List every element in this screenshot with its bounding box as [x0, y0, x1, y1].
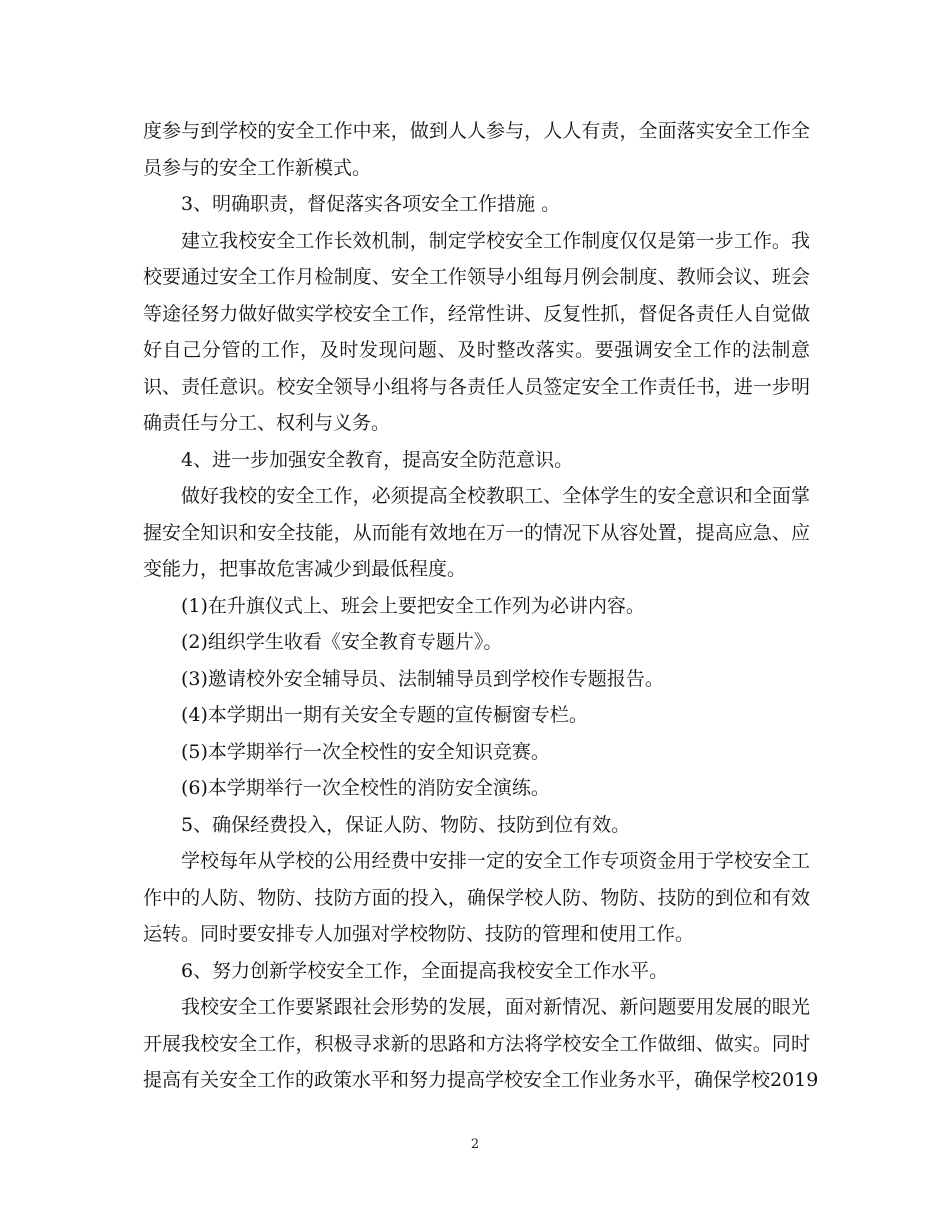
text-line: 好自己分管的工作，及时发现问题、及时整改落实。要强调安全工作的法制意 — [143, 339, 810, 361]
section-heading: 6、努力创新学校安全工作，全面提高我校安全工作水平。 — [181, 959, 669, 982]
text-line: 识、责任意识。校安全领导小组将与各责任人员签定安全工作责任书，进一步明 — [143, 375, 810, 398]
list-item: (6)本学期举行一次全校性的消防安全演练。 — [181, 777, 550, 799]
text-line: 校要通过安全工作月检制度、安全工作领导小组每月例会制度、教师会议、班会 — [143, 266, 810, 288]
text-line: 学校每年从学校的公用经费中安排一定的安全工作专项资金用于学校安全工 — [181, 850, 810, 872]
text-line: 提高有关安全工作的政策水平和努力提高学校安全工作业务水平，确保学校2019 — [143, 1069, 819, 1091]
text-line: 建立我校安全工作长效机制，制定学校安全工作制度仅仅是第一步工作。我 — [181, 229, 810, 252]
section-heading: 5、确保经费投入，保证人防、物防、技防到位有效。 — [181, 813, 631, 836]
text-line: 开展我校安全工作，积极寻求新的思路和方法将学校安全工作做细、做实。同时 — [143, 1032, 810, 1055]
text-line: 度参与到学校的安全工作中来，做到人人参与，人人有责，全面落实安全工作全 — [143, 120, 810, 142]
text-line: 确责任与分工、权利与义务。 — [143, 412, 391, 434]
text-line: 等途径努力做好做实学校安全工作，经常性讲、反复性抓，督促各责任人自觉做 — [143, 302, 810, 325]
page-number: 2 — [470, 1137, 480, 1152]
text-line: 我校安全工作要紧跟社会形势的发展，面对新情况、新问题要用发展的眼光 — [181, 996, 810, 1018]
section-heading: 4、进一步加强安全教育，提高安全防范意识。 — [181, 448, 574, 471]
list-item: (2)组织学生收看《安全教育专题片》。 — [181, 631, 503, 653]
list-item: (5)本学期举行一次全校性的安全知识竞赛。 — [181, 740, 550, 763]
text-line: 运转。同时要安排专人加强对学校物防、技防的管理和使用工作。 — [143, 923, 695, 945]
list-item: (4)本学期出一期有关安全专题的宣传橱窗专栏。 — [181, 704, 588, 726]
text-line: 作中的人防、物防、技防方面的投入，确保学校人防、物防、技防的到位和有效 — [143, 886, 810, 909]
list-item: (3)邀请校外安全辅导员、法制辅导员到学校作专题报告。 — [181, 667, 664, 690]
section-heading: 3、明确职责，督促落实各项安全工作措施 。 — [181, 193, 561, 215]
text-line: 员参与的安全工作新模式。 — [143, 156, 372, 179]
text-line: 做好我校的安全工作，必须提高全校教职工、全体学生的安全意识和全面掌 — [181, 485, 810, 507]
text-line: 变能力，把事故危害减少到最低程度。 — [143, 558, 467, 580]
text-line: 握安全知识和安全技能，从而能有效地在万一的情况下从容处置，提高应急、应 — [143, 521, 810, 544]
document-body — [143, 113, 819, 1099]
list-item: (1)在升旗仪式上、班会上要把安全工作列为必讲内容。 — [181, 594, 645, 617]
